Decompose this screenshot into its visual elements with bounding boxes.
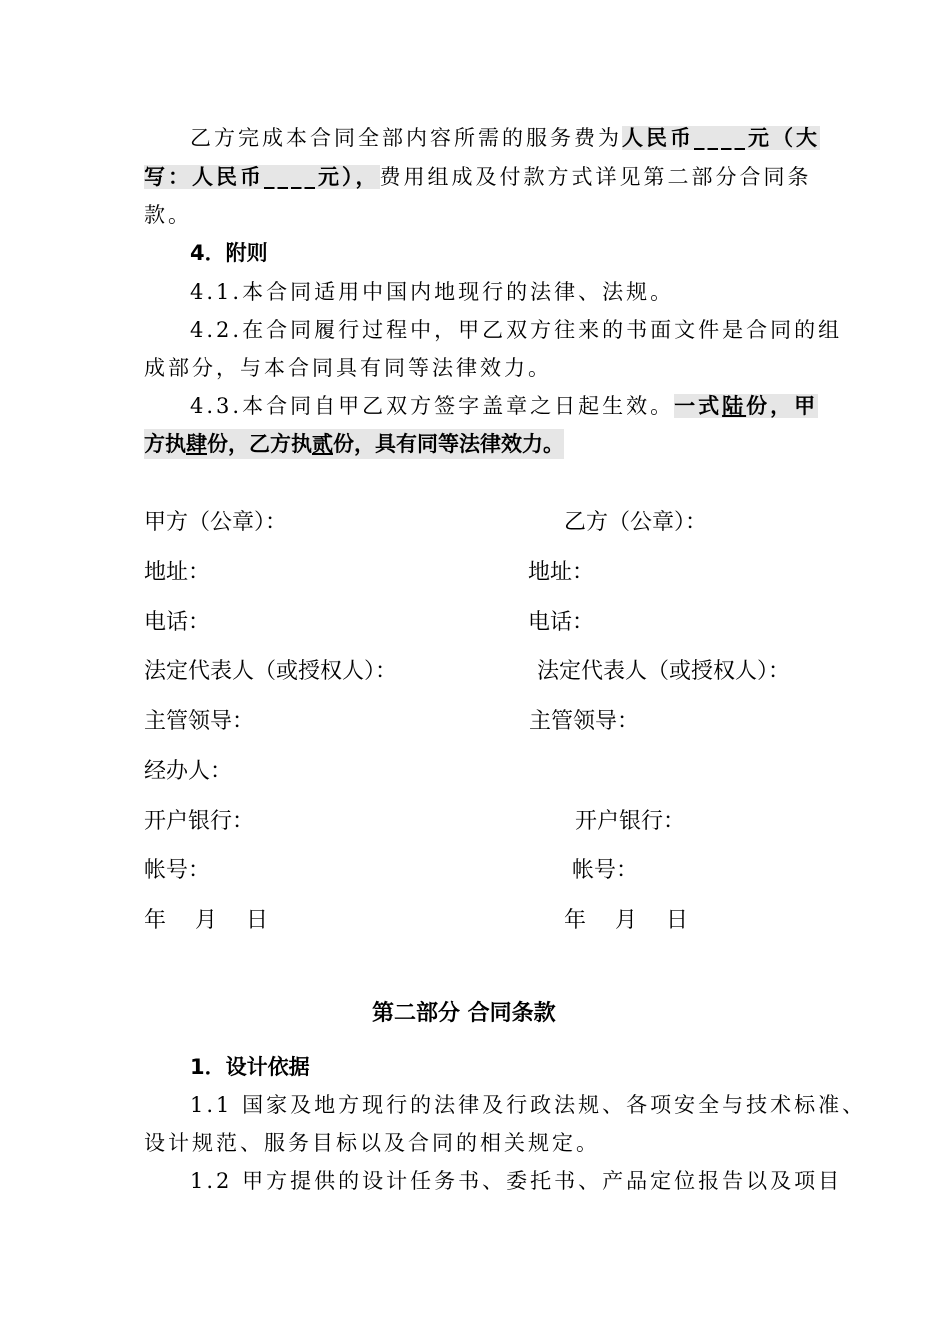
copies-party-b: 贰 (312, 432, 333, 456)
fee-line-3: 款。 (144, 203, 192, 227)
party-b-phone: 电话： (528, 610, 595, 635)
copies-highlight: 一式陆份，甲 (674, 394, 819, 418)
clause-1-2-line-1: 1.2 甲方提供的设计任务书、委托书、产品定位报告以及项目 (190, 1169, 843, 1193)
party-a-date: 年 月 日 (144, 908, 268, 933)
section-1-heading: 1．设计依据 (190, 1055, 310, 1079)
copies-party-a: 肆 (186, 432, 207, 456)
party-b-date: 年 月 日 (564, 908, 688, 933)
clause-4-2-line-1: 4.2.在合同履行过程中，甲乙双方往来的书面文件是合同的组 (190, 318, 843, 342)
party-a-address: 地址： (144, 560, 211, 585)
fee-line-1 (190, 123, 820, 153)
party-b-address: 地址： (528, 560, 595, 585)
clause-4-3-line-2: 方执肆份，乙方执贰份，具有同等法律效力。 (144, 429, 564, 459)
party-a-phone: 电话： (144, 610, 211, 635)
fee-text-prefix: 乙方完成本合同全部内容所需的服务费为 (190, 126, 622, 150)
clause-4-1: 4.1.本合同适用中国内地现行的法律、法规。 (190, 280, 675, 304)
party-b-rep: 法定代表人（或授权人）： (537, 659, 791, 684)
clause-4-2-line-2: 成部分，与本合同具有同等法律效力。 (144, 356, 552, 380)
fee-amount-highlight: 人民币____元（大 (622, 126, 820, 150)
clause-4-3-text: 4.3.本合同自甲乙双方签字盖章之日起生效。 (190, 394, 675, 418)
clause-1-1-line-2: 设计规范、服务目标以及合同的相关规定。 (144, 1131, 600, 1155)
party-a-account: 帐号： (144, 858, 211, 883)
party-b-leader: 主管领导： (529, 709, 640, 734)
party-a-rep: 法定代表人（或授权人）： (144, 659, 398, 684)
part2-title: 第二部分 合同条款 (372, 1001, 556, 1026)
fee-amount-words-highlight: 写：人民币____元）， (144, 165, 380, 189)
party-a-seal: 甲方（公章）： (144, 510, 288, 535)
party-a-bank: 开户银行： (144, 809, 255, 834)
party-a-handler: 经办人： (144, 759, 233, 784)
clause-1-1-line-1: 1.1 国家及地方现行的法律及行政法规、各项安全与技术标准、 (190, 1093, 867, 1117)
copies-total: 陆 (722, 394, 747, 418)
fee-line-2 (144, 162, 812, 192)
appendix-heading: 4．附则 (190, 241, 268, 265)
party-b-account: 帐号： (572, 858, 639, 883)
party-a-leader: 主管领导： (144, 709, 255, 734)
party-b-bank: 开户银行： (575, 809, 686, 834)
fee-text-rest: 费用组成及付款方式详见第二部分合同条 (379, 165, 812, 189)
party-b-seal: 乙方（公章）： (564, 510, 708, 535)
clause-4-3-line-1 (190, 391, 818, 421)
